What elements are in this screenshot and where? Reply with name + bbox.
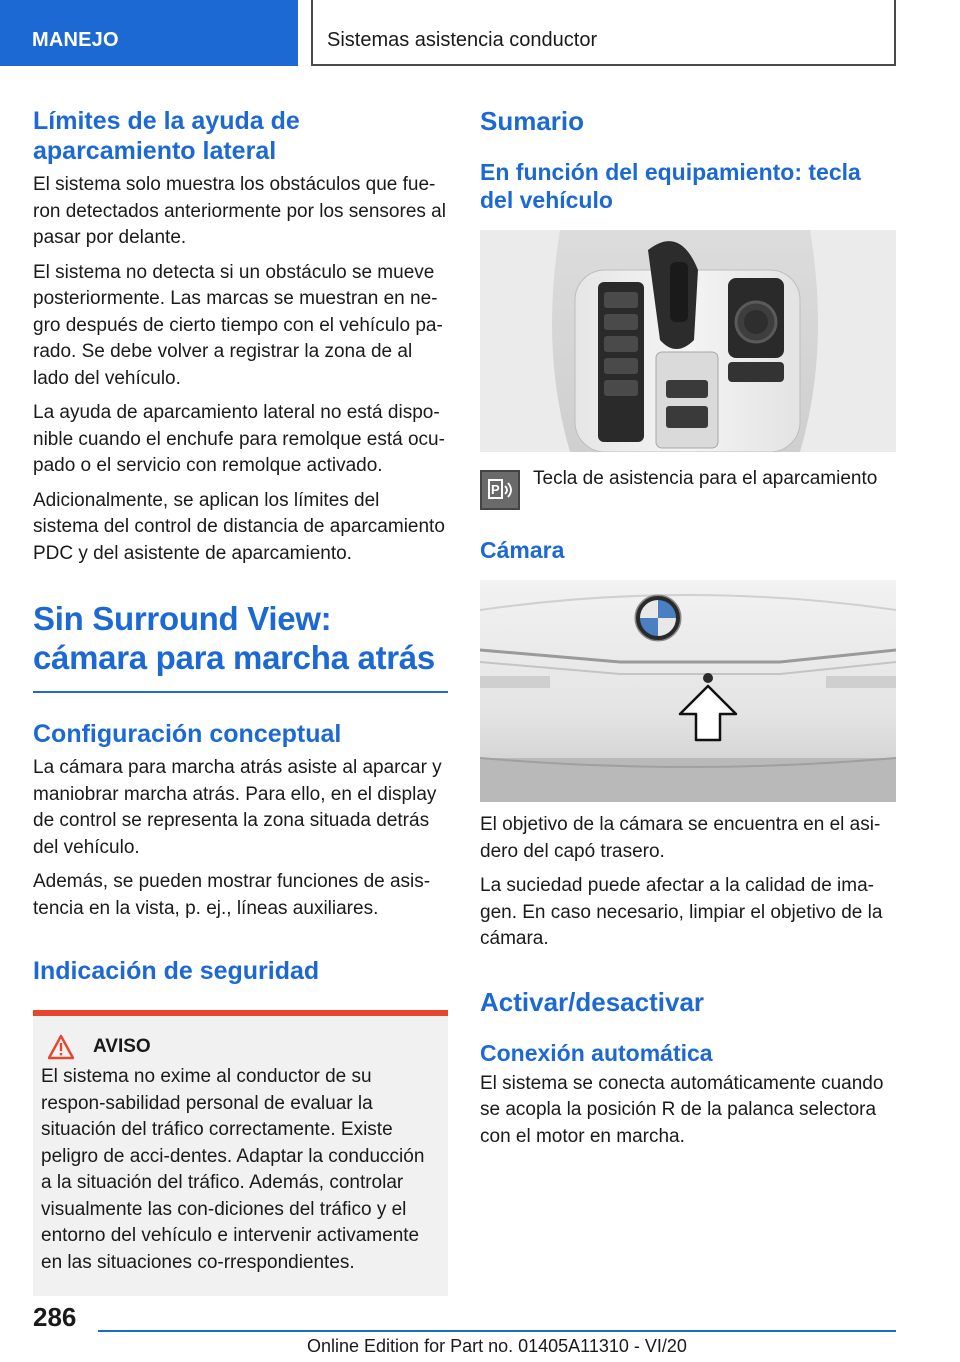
auto-connect-heading: Conexión automática bbox=[480, 1039, 713, 1066]
warning-header bbox=[41, 1034, 436, 1060]
limits-paragraph-4: Adicionalmente, se aplican los límites del sistema del control de distancia de aparcamiento PDC y del asistente de aparcamiento. bbox=[33, 489, 445, 564]
equipment-heading: En función del equipamiento: tecla del vehículo bbox=[480, 159, 861, 213]
chapter-title: Sistemas asistencia conductor bbox=[327, 29, 598, 51]
camera-heading: Cámara bbox=[480, 537, 565, 563]
camera-paragraph-2: La suciedad puede afectar a la calidad de ima-gen. En caso necesario, limpiar el objetivo de la cámara. bbox=[480, 875, 883, 949]
right-column bbox=[480, 106, 896, 1150]
safety-heading: Indicación de seguridad bbox=[33, 957, 320, 985]
page-number: 286 bbox=[33, 1302, 77, 1332]
svg-text:P: P bbox=[491, 482, 500, 497]
warning-text: El sistema no exime al conductor de su respon-sabilidad personal de evaluar la situación del tráfico correctamente. Existe peligro de acci-dentes. Adaptar la conducción a la situación del tráfico. Además, controlar visualmente las con-diciones del tráfico y el entorno del vehículo e intervenir activamente en las situaciones co-rrespondientes. bbox=[41, 1066, 425, 1273]
section-tab bbox=[0, 0, 298, 66]
limits-paragraph-2: El sistema no detecta si un obstáculo se mueve posteriormente. Las marcas se muestran en ne-gro después de cierto tiempo con el vehículo pa-rado. Se debe volver a registrar la zona de al lado del vehículo. bbox=[33, 261, 443, 389]
left-column bbox=[33, 106, 448, 1296]
rear-camera-heading: Sin Surround View: cámara para marcha atrás bbox=[33, 600, 435, 676]
trunk-camera-photo bbox=[480, 580, 896, 802]
edition-text: Online Edition for Part no. 01405A11310 - VI/20 bbox=[307, 1336, 687, 1356]
limits-paragraph-3: La ayuda de aparcamiento lateral no está dispo-nible cuando el enchufe para remolque está ocu-pado o el servicio con remolque activado. bbox=[33, 402, 445, 476]
warning-box bbox=[33, 1010, 448, 1296]
heading-rule bbox=[33, 691, 448, 693]
center-console-photo bbox=[480, 230, 896, 452]
warning-triangle-icon bbox=[47, 1034, 75, 1060]
concept-paragraph-2: Además, se pueden mostrar funciones de asis-tencia en la vista, p. ej., líneas auxiliares. bbox=[33, 871, 431, 919]
summary-heading: Sumario bbox=[480, 106, 585, 136]
footer-rule bbox=[98, 1330, 896, 1332]
auto-connect-paragraph: El sistema se conecta automáticamente cuando se acopla la posición R de la palanca selectora con el motor en marcha. bbox=[480, 1072, 884, 1147]
camera-paragraph-1: El objetivo de la cámara se encuentra en el asi-dero del capó trasero. bbox=[480, 814, 881, 862]
activate-heading: Activar/desactivar bbox=[480, 986, 705, 1017]
limits-heading: Límites de la ayuda de aparcamiento lateral bbox=[33, 107, 300, 165]
parking-assist-key-caption: Tecla de asistencia para el aparcamiento bbox=[533, 468, 878, 489]
center-console-illustration bbox=[480, 230, 896, 452]
warning-label: AVISO bbox=[93, 1036, 151, 1057]
parking-assist-key-line bbox=[480, 470, 896, 510]
concept-heading: Configuración conceptual bbox=[33, 720, 342, 748]
section-label: MANEJO bbox=[32, 29, 119, 51]
chapter-header bbox=[311, 0, 896, 66]
concept-paragraph-1: La cámara para marcha atrás asiste al aparcar y maniobrar marcha atrás. Para ello, en el display de control se representa la zona situada detrás del vehículo. bbox=[33, 757, 442, 858]
parking-assist-key-icon bbox=[480, 470, 520, 510]
limits-paragraph-1: El sistema solo muestra los obstáculos que fue-ron detectados anteriormente por los sensores al pasar por delante. bbox=[33, 174, 446, 248]
trunk-camera-illustration bbox=[480, 580, 896, 802]
